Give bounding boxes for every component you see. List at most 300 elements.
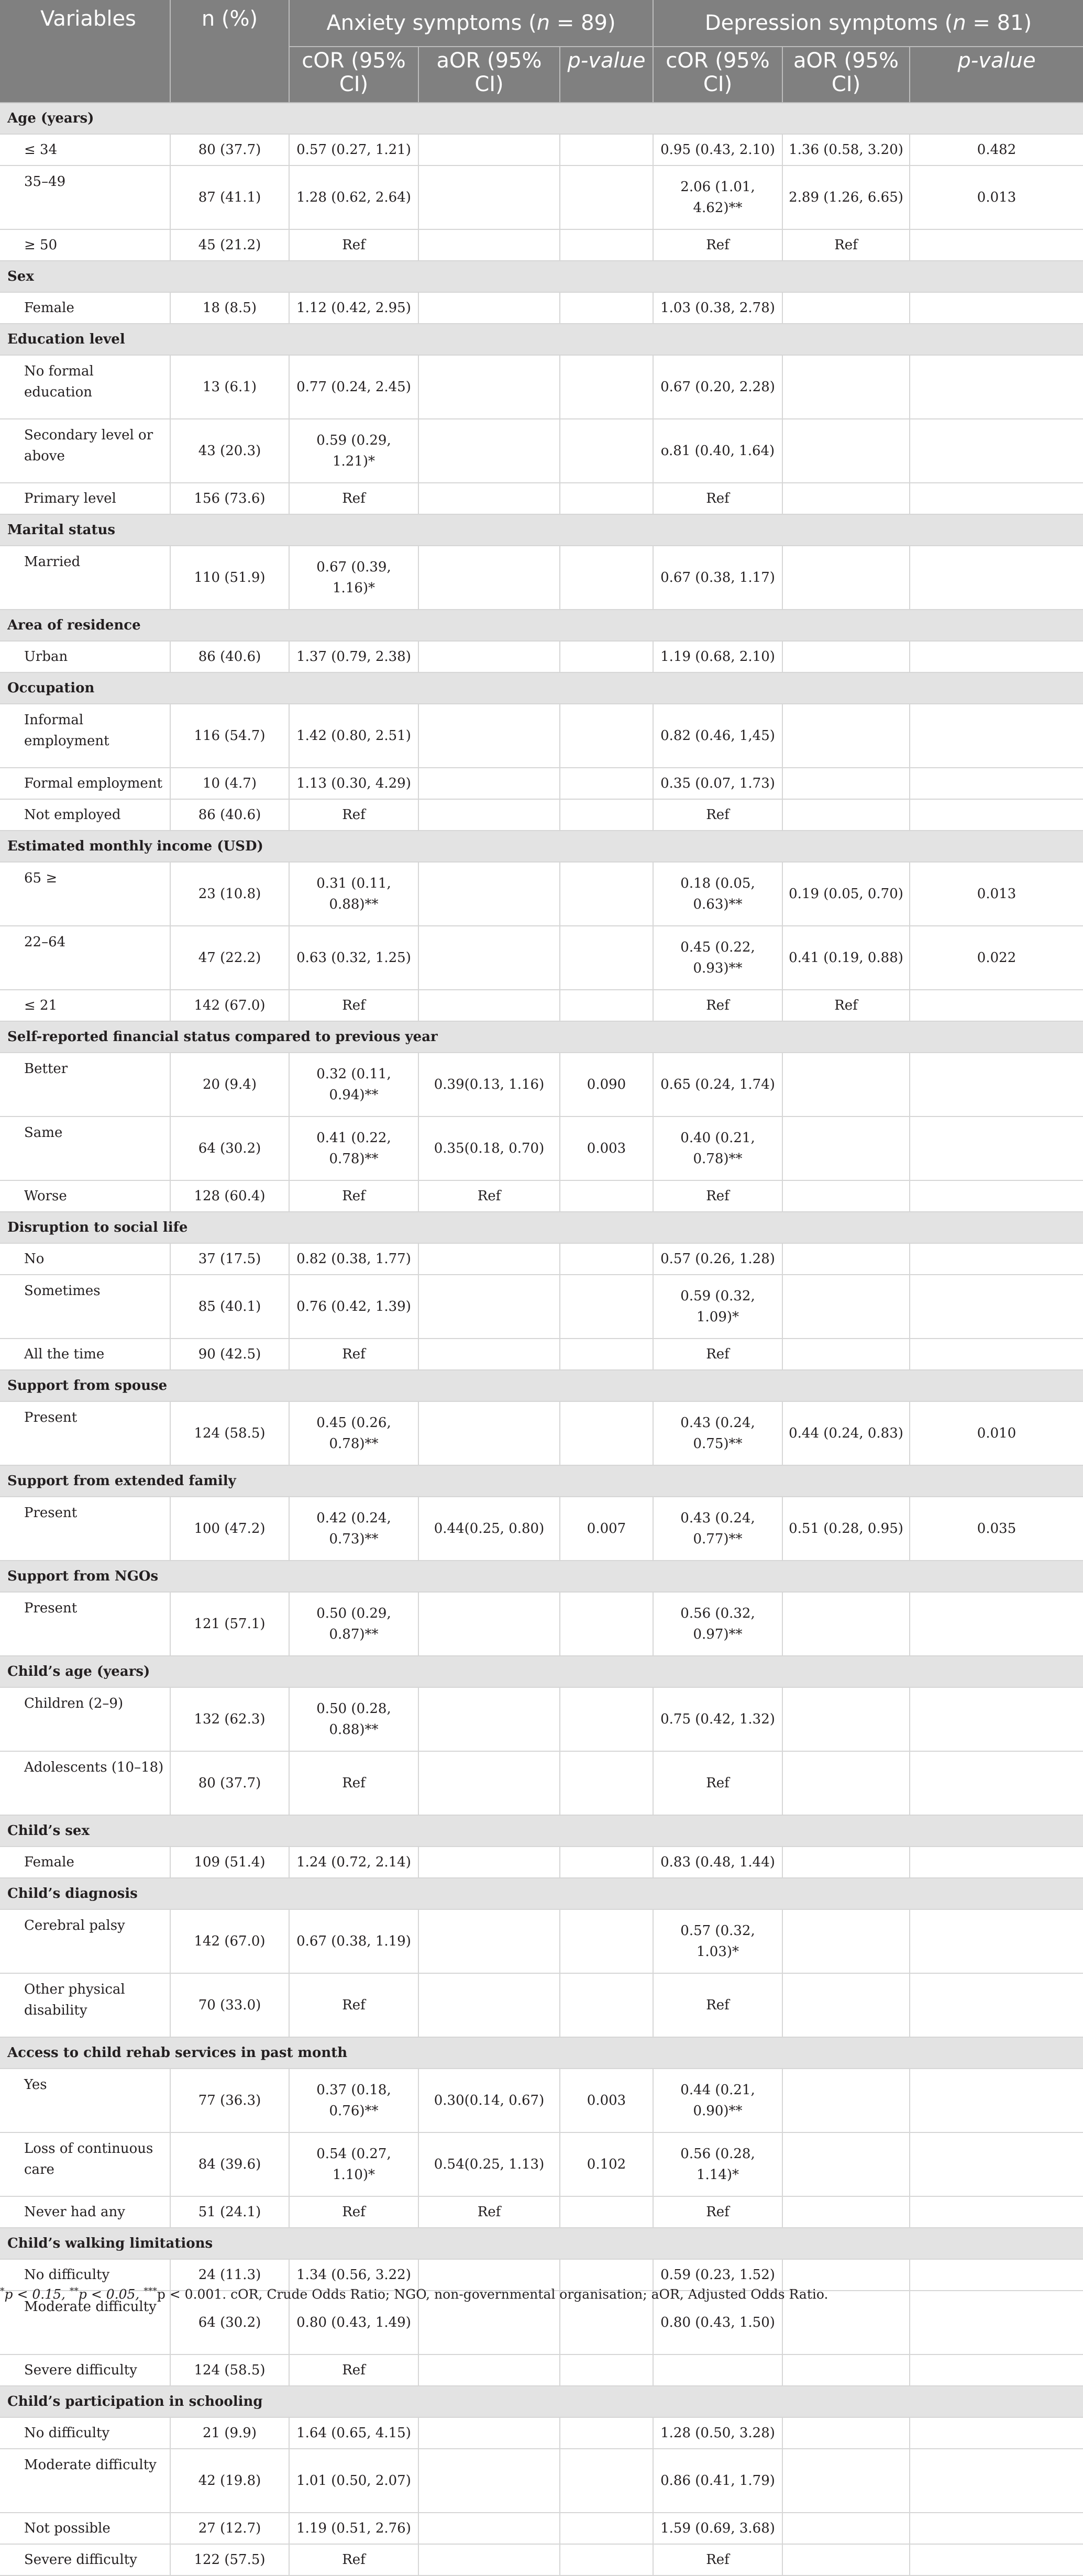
cell-anxiety-pvalue (560, 229, 653, 261)
section-title: Estimated monthly income (USD) (0, 831, 1083, 862)
cell-anxiety-pvalue (560, 483, 653, 514)
cell-depression-pvalue (910, 2354, 1083, 2386)
cell-anxiety-aor (418, 768, 560, 799)
cell-depression-cor: o.81 (0.40, 1.64) (653, 419, 782, 483)
cell-depression-aor (782, 2132, 910, 2196)
cell-n-percent: 27 (12.7) (170, 2513, 289, 2544)
cell-depression-aor (782, 1687, 910, 1751)
cell-anxiety-pvalue: 0.003 (560, 1116, 653, 1180)
table-row (0, 1847, 1083, 1878)
cell-depression-aor (782, 546, 910, 610)
cell-n-percent: 80 (37.7) (170, 1751, 289, 1815)
cell-depression-aor (782, 768, 910, 799)
cell-anxiety-cor: Ref (289, 1180, 418, 1212)
cell-depression-aor (782, 2513, 910, 2544)
cell-depression-aor (782, 1243, 910, 1275)
section-header-row (0, 672, 1083, 704)
cell-n-percent: 100 (47.2) (170, 1497, 289, 1561)
section-header-row (0, 1561, 1083, 1592)
cell-label: ≤ 21 (0, 990, 170, 1021)
cell-label: Severe difficulty (0, 2354, 170, 2386)
cell-depression-aor (782, 2449, 910, 2513)
cell-anxiety-cor: 0.77 (0.24, 2.45) (289, 355, 418, 419)
cell-depression-cor: 0.75 (0.42, 1.32) (653, 1687, 782, 1751)
cell-anxiety-cor: Ref (289, 2544, 418, 2575)
cell-anxiety-aor (418, 2417, 560, 2449)
cell-anxiety-aor (418, 1847, 560, 1878)
table-row (0, 2069, 1083, 2132)
cell-n-percent: 121 (57.1) (170, 1592, 289, 1656)
cell-n-percent: 142 (67.0) (170, 1909, 289, 1973)
cell-depression-cor (653, 2354, 782, 2386)
section-header-row (0, 103, 1083, 134)
cell-anxiety-aor (418, 134, 560, 165)
cell-anxiety-aor: 0.44(0.25, 0.80) (418, 1497, 560, 1561)
cell-anxiety-aor (418, 2449, 560, 2513)
cell-anxiety-pvalue (560, 2417, 653, 2449)
cell-depression-pvalue (910, 799, 1083, 831)
cell-depression-cor: 0.43 (0.24, 0.77)** (653, 1497, 782, 1561)
cell-anxiety-cor: Ref (289, 990, 418, 1021)
cell-label: Not possible (0, 2513, 170, 2544)
cell-depression-aor: 1.36 (0.58, 3.20) (782, 134, 910, 165)
table-row (0, 546, 1083, 610)
cell-n-percent: 42 (19.8) (170, 2449, 289, 2513)
cell-n-percent: 51 (24.1) (170, 2196, 289, 2228)
cell-label: Moderate difficulty (0, 2449, 170, 2513)
cell-anxiety-aor (418, 799, 560, 831)
table-row (0, 419, 1083, 483)
cell-depression-aor (782, 1053, 910, 1116)
cell-anxiety-aor (418, 926, 560, 990)
section-header-row (0, 2228, 1083, 2259)
cell-depression-cor: 0.65 (0.24, 1.74) (653, 1053, 782, 1116)
section-header-row (0, 1465, 1083, 1497)
cell-anxiety-cor: Ref (289, 483, 418, 514)
table-row (0, 2449, 1083, 2513)
section-header-row (0, 2037, 1083, 2069)
cell-depression-cor: Ref (653, 1973, 782, 2037)
cell-anxiety-pvalue (560, 990, 653, 1021)
cell-depression-pvalue (910, 2544, 1083, 2575)
cell-depression-cor: Ref (653, 2544, 782, 2575)
table-row (0, 1275, 1083, 1339)
cell-depression-cor: Ref (653, 1339, 782, 1370)
cell-depression-cor: Ref (653, 799, 782, 831)
cell-depression-pvalue (910, 292, 1083, 324)
cell-anxiety-aor (418, 1401, 560, 1465)
cell-depression-pvalue: 0.010 (910, 1401, 1083, 1465)
cell-depression-cor: Ref (653, 229, 782, 261)
cell-anxiety-aor (418, 1973, 560, 2037)
cell-depression-cor: 0.44 (0.21, 0.90)** (653, 2069, 782, 2132)
cell-anxiety-cor: 1.19 (0.51, 2.76) (289, 2513, 418, 2544)
cell-anxiety-aor (418, 165, 560, 229)
table-row (0, 768, 1083, 799)
cell-depression-cor: 1.59 (0.69, 3.68) (653, 2513, 782, 2544)
cell-depression-pvalue: 0.013 (910, 165, 1083, 229)
cell-depression-cor: 0.59 (0.23, 1.52) (653, 2259, 782, 2291)
cell-label: Children (2–9) (0, 1687, 170, 1751)
cell-depression-pvalue (910, 704, 1083, 768)
cell-label: Married (0, 546, 170, 610)
cell-anxiety-pvalue (560, 134, 653, 165)
section-title: Marital status (0, 514, 1083, 546)
section-title: Age (years) (0, 103, 1083, 134)
cell-anxiety-aor (418, 1687, 560, 1751)
section-title: Child’s walking limitations (0, 2228, 1083, 2259)
table-row (0, 2132, 1083, 2196)
cell-n-percent: 20 (9.4) (170, 1053, 289, 1116)
cell-label: ≥ 50 (0, 229, 170, 261)
cell-depression-cor: 2.06 (1.01, 4.62)** (653, 165, 782, 229)
cell-anxiety-cor: 1.37 (0.79, 2.38) (289, 641, 418, 672)
cell-depression-pvalue (910, 1909, 1083, 1973)
cell-n-percent: 156 (73.6) (170, 483, 289, 514)
table-row (0, 1751, 1083, 1815)
cell-anxiety-cor: 0.50 (0.29, 0.87)** (289, 1592, 418, 1656)
table-header (0, 0, 1083, 103)
cell-depression-pvalue (910, 2417, 1083, 2449)
cell-anxiety-aor: 0.35(0.18, 0.70) (418, 1116, 560, 1180)
table-body (0, 103, 1083, 2575)
table-row (0, 2196, 1083, 2228)
cell-label: ≤ 34 (0, 134, 170, 165)
cell-depression-pvalue (910, 2449, 1083, 2513)
cell-anxiety-pvalue (560, 292, 653, 324)
section-header-row (0, 1212, 1083, 1243)
cell-n-percent: 37 (17.5) (170, 1243, 289, 1275)
cell-anxiety-pvalue (560, 2513, 653, 2544)
table-row (0, 1909, 1083, 1973)
cell-anxiety-aor (418, 1751, 560, 1815)
section-title: Support from spouse (0, 1370, 1083, 1401)
cell-anxiety-cor: Ref (289, 1973, 418, 2037)
cell-depression-pvalue (910, 355, 1083, 419)
table-row (0, 990, 1083, 1021)
cell-anxiety-aor: 0.39(0.13, 1.16) (418, 1053, 560, 1116)
cell-label: No difficulty (0, 2417, 170, 2449)
header-anxiety-aor: aOR (95% CI) (418, 47, 560, 103)
cell-label: Sometimes (0, 1275, 170, 1339)
cell-depression-cor: Ref (653, 990, 782, 1021)
cell-anxiety-pvalue (560, 2449, 653, 2513)
cell-anxiety-pvalue: 0.090 (560, 1053, 653, 1116)
cell-anxiety-pvalue (560, 1275, 653, 1339)
cell-depression-aor (782, 1339, 910, 1370)
table-row (0, 229, 1083, 261)
table-row (0, 1180, 1083, 1212)
cell-depression-pvalue (910, 990, 1083, 1021)
cell-label: Formal employment (0, 768, 170, 799)
section-header-row (0, 1656, 1083, 1687)
cell-depression-pvalue (910, 1847, 1083, 1878)
section-header-row (0, 1021, 1083, 1053)
cell-anxiety-cor: 0.31 (0.11, 0.88)** (289, 862, 418, 926)
cell-anxiety-pvalue (560, 1243, 653, 1275)
cell-depression-pvalue (910, 1973, 1083, 2037)
table-footnote: *p < 0.15, **p < 0.05, ***p < 0.001. cOR, Crude Odds Ratio; NGO, non-governmental organisation; aOR, Adjusted Odds Ratio. (0, 2286, 828, 2302)
cell-anxiety-aor: 0.30(0.14, 0.67) (418, 2069, 560, 2132)
table-row (0, 704, 1083, 768)
section-header-row (0, 324, 1083, 355)
header-anxiety-symptoms: Anxiety symptoms (n = 89) (289, 0, 653, 47)
cell-anxiety-cor: Ref (289, 1339, 418, 1370)
cell-depression-aor: 0.51 (0.28, 0.95) (782, 1497, 910, 1561)
cell-label: Severe difficulty (0, 2544, 170, 2575)
cell-depression-cor: 0.80 (0.43, 1.50) (653, 2291, 782, 2354)
cell-depression-pvalue (910, 2132, 1083, 2196)
cell-label: Female (0, 292, 170, 324)
cell-depression-cor: 0.56 (0.28, 1.14)* (653, 2132, 782, 2196)
table-row (0, 292, 1083, 324)
cell-depression-cor: 0.95 (0.43, 2.10) (653, 134, 782, 165)
table-row (0, 2417, 1083, 2449)
cell-anxiety-cor: 1.01 (0.50, 2.07) (289, 2449, 418, 2513)
cell-anxiety-pvalue (560, 1180, 653, 1212)
cell-anxiety-cor: 0.50 (0.28, 0.88)** (289, 1687, 418, 1751)
cell-depression-aor (782, 1116, 910, 1180)
cell-anxiety-pvalue (560, 1592, 653, 1656)
cell-anxiety-pvalue (560, 1687, 653, 1751)
cell-anxiety-pvalue (560, 1401, 653, 1465)
cell-depression-cor: 0.59 (0.32, 1.09)* (653, 1275, 782, 1339)
table-row (0, 355, 1083, 419)
cell-depression-aor (782, 1180, 910, 1212)
section-header-row (0, 831, 1083, 862)
cell-depression-aor: 2.89 (1.26, 6.65) (782, 165, 910, 229)
cell-anxiety-aor (418, 862, 560, 926)
cell-anxiety-pvalue (560, 419, 653, 483)
cell-depression-aor (782, 2417, 910, 2449)
cell-anxiety-aor (418, 229, 560, 261)
cell-depression-aor (782, 419, 910, 483)
cell-anxiety-pvalue (560, 926, 653, 990)
cell-anxiety-aor (418, 292, 560, 324)
cell-label: Urban (0, 641, 170, 672)
cell-depression-pvalue (910, 483, 1083, 514)
cell-label: Informal employment (0, 704, 170, 768)
cell-depression-cor: 0.56 (0.32, 0.97)** (653, 1592, 782, 1656)
cell-label: No difficulty (0, 2259, 170, 2291)
cell-n-percent: 64 (30.2) (170, 1116, 289, 1180)
cell-n-percent: 64 (30.2) (170, 2291, 289, 2354)
cell-depression-aor (782, 1909, 910, 1973)
cell-anxiety-cor: 1.28 (0.62, 2.64) (289, 165, 418, 229)
cell-anxiety-pvalue: 0.003 (560, 2069, 653, 2132)
cell-label: Present (0, 1401, 170, 1465)
cell-depression-aor: 0.19 (0.05, 0.70) (782, 862, 910, 926)
cell-depression-cor: 1.28 (0.50, 3.28) (653, 2417, 782, 2449)
table-row (0, 1401, 1083, 1465)
cell-label: Same (0, 1116, 170, 1180)
cell-depression-pvalue (910, 546, 1083, 610)
section-title: Disruption to social life (0, 1212, 1083, 1243)
cell-anxiety-cor: 0.45 (0.26, 0.78)** (289, 1401, 418, 1465)
cell-depression-cor: 0.18 (0.05, 0.63)** (653, 862, 782, 926)
cell-anxiety-aor (418, 546, 560, 610)
section-title: Support from NGOs (0, 1561, 1083, 1592)
cell-anxiety-aor (418, 1909, 560, 1973)
cell-anxiety-pvalue (560, 1909, 653, 1973)
table-row (0, 799, 1083, 831)
cell-depression-aor (782, 1592, 910, 1656)
cell-depression-pvalue (910, 229, 1083, 261)
cell-anxiety-pvalue (560, 1339, 653, 1370)
cell-anxiety-cor: 1.42 (0.80, 2.51) (289, 704, 418, 768)
cell-depression-pvalue (910, 2069, 1083, 2132)
section-title: Access to child rehab services in past month (0, 2037, 1083, 2069)
cell-depression-aor: Ref (782, 229, 910, 261)
cell-depression-cor: Ref (653, 2196, 782, 2228)
cell-n-percent: 87 (41.1) (170, 165, 289, 229)
cell-anxiety-aor (418, 2513, 560, 2544)
cell-depression-pvalue (910, 2291, 1083, 2354)
section-header-row (0, 1878, 1083, 1909)
cell-anxiety-cor: 1.64 (0.65, 4.15) (289, 2417, 418, 2449)
table-row (0, 1687, 1083, 1751)
cell-depression-cor: 1.19 (0.68, 2.10) (653, 641, 782, 672)
section-title: Self-reported financial status compared to previous year (0, 1021, 1083, 1053)
cell-n-percent: 84 (39.6) (170, 2132, 289, 2196)
section-header-row (0, 261, 1083, 292)
cell-anxiety-aor (418, 483, 560, 514)
cell-anxiety-aor: Ref (418, 1180, 560, 1212)
cell-depression-pvalue (910, 419, 1083, 483)
cell-depression-pvalue (910, 1243, 1083, 1275)
cell-anxiety-cor: 1.24 (0.72, 2.14) (289, 1847, 418, 1878)
cell-depression-cor: 0.82 (0.46, 1,45) (653, 704, 782, 768)
table-row (0, 926, 1083, 990)
cell-anxiety-aor (418, 1243, 560, 1275)
cell-depression-aor (782, 1751, 910, 1815)
section-header-row (0, 514, 1083, 546)
cell-n-percent: 109 (51.4) (170, 1847, 289, 1878)
cell-anxiety-cor: Ref (289, 2354, 418, 2386)
cell-n-percent: 124 (58.5) (170, 1401, 289, 1465)
cell-depression-cor: 0.86 (0.41, 1.79) (653, 2449, 782, 2513)
cell-depression-aor (782, 799, 910, 831)
cell-depression-aor (782, 2196, 910, 2228)
cell-anxiety-aor (418, 355, 560, 419)
cell-depression-cor: 0.67 (0.38, 1.17) (653, 546, 782, 610)
cell-n-percent: 116 (54.7) (170, 704, 289, 768)
cell-depression-pvalue (910, 1116, 1083, 1180)
cell-n-percent: 45 (21.2) (170, 229, 289, 261)
cell-anxiety-cor: 0.32 (0.11, 0.94)** (289, 1053, 418, 1116)
table-row (0, 165, 1083, 229)
cell-anxiety-pvalue (560, 862, 653, 926)
cell-n-percent: 142 (67.0) (170, 990, 289, 1021)
cell-depression-cor: 0.35 (0.07, 1.73) (653, 768, 782, 799)
cell-depression-pvalue: 0.022 (910, 926, 1083, 990)
cell-depression-cor: 0.57 (0.32, 1.03)* (653, 1909, 782, 1973)
cell-label: No (0, 1243, 170, 1275)
cell-anxiety-aor (418, 2354, 560, 2386)
cell-depression-cor: 0.40 (0.21, 0.78)** (653, 1116, 782, 1180)
cell-label: Present (0, 1497, 170, 1561)
cell-anxiety-aor (418, 419, 560, 483)
cell-n-percent: 43 (20.3) (170, 419, 289, 483)
cell-depression-aor (782, 2544, 910, 2575)
cell-n-percent: 90 (42.5) (170, 1339, 289, 1370)
cell-label: Worse (0, 1180, 170, 1212)
cell-n-percent: 47 (22.2) (170, 926, 289, 990)
cell-depression-pvalue (910, 1275, 1083, 1339)
cell-anxiety-pvalue (560, 2196, 653, 2228)
cell-depression-aor (782, 1847, 910, 1878)
cell-n-percent: 13 (6.1) (170, 355, 289, 419)
cell-anxiety-cor: 0.80 (0.43, 1.49) (289, 2291, 418, 2354)
cell-depression-aor: Ref (782, 990, 910, 1021)
cell-n-percent: 70 (33.0) (170, 1973, 289, 2037)
cell-depression-pvalue (910, 1339, 1083, 1370)
cell-anxiety-aor: Ref (418, 2196, 560, 2228)
cell-depression-aor: 0.44 (0.24, 0.83) (782, 1401, 910, 1465)
cell-anxiety-cor: Ref (289, 229, 418, 261)
cell-label: Moderate difficulty (0, 2291, 170, 2354)
cell-n-percent: 86 (40.6) (170, 799, 289, 831)
header-anxiety-cor: cOR (95% CI) (289, 47, 418, 103)
cell-anxiety-cor: 0.42 (0.24, 0.73)** (289, 1497, 418, 1561)
section-title: Sex (0, 261, 1083, 292)
cell-anxiety-pvalue (560, 1973, 653, 2037)
cell-anxiety-pvalue (560, 355, 653, 419)
cell-depression-cor: Ref (653, 1180, 782, 1212)
cell-label: Loss of continuous care (0, 2132, 170, 2196)
cell-anxiety-aor (418, 641, 560, 672)
cell-anxiety-pvalue: 0.007 (560, 1497, 653, 1561)
cell-label: Adolescents (10–18) (0, 1751, 170, 1815)
cell-depression-aor: 0.41 (0.19, 0.88) (782, 926, 910, 990)
cell-anxiety-aor (418, 1339, 560, 1370)
table-row (0, 483, 1083, 514)
cell-anxiety-cor: 1.12 (0.42, 2.95) (289, 292, 418, 324)
section-title: Child’s age (years) (0, 1656, 1083, 1687)
cell-n-percent: 85 (40.1) (170, 1275, 289, 1339)
cell-n-percent: 124 (58.5) (170, 2354, 289, 2386)
table-row (0, 1497, 1083, 1561)
cell-anxiety-pvalue (560, 704, 653, 768)
section-title: Occupation (0, 672, 1083, 704)
cell-label: Present (0, 1592, 170, 1656)
cell-anxiety-aor (418, 704, 560, 768)
cell-depression-pvalue (910, 1751, 1083, 1815)
cell-depression-cor: 1.03 (0.38, 2.78) (653, 292, 782, 324)
cell-n-percent: 23 (10.8) (170, 862, 289, 926)
table-row (0, 2354, 1083, 2386)
cell-anxiety-cor: 0.76 (0.42, 1.39) (289, 1275, 418, 1339)
cell-label: Yes (0, 2069, 170, 2132)
cell-depression-aor (782, 641, 910, 672)
cell-depression-pvalue (910, 2196, 1083, 2228)
cell-label: Better (0, 1053, 170, 1116)
cell-anxiety-cor: 0.82 (0.38, 1.77) (289, 1243, 418, 1275)
cell-depression-pvalue: 0.482 (910, 134, 1083, 165)
section-title: Support from extended family (0, 1465, 1083, 1497)
table-row (0, 1592, 1083, 1656)
cell-n-percent: 110 (51.9) (170, 546, 289, 610)
cell-anxiety-pvalue (560, 1847, 653, 1878)
header-depression-pvalue: p-value (910, 47, 1083, 103)
cell-label: Cerebral palsy (0, 1909, 170, 1973)
cell-label: 22–64 (0, 926, 170, 990)
table-row (0, 1243, 1083, 1275)
table-row (0, 1053, 1083, 1116)
cell-depression-cor: Ref (653, 1751, 782, 1815)
cell-anxiety-pvalue (560, 1751, 653, 1815)
cell-n-percent: 77 (36.3) (170, 2069, 289, 2132)
